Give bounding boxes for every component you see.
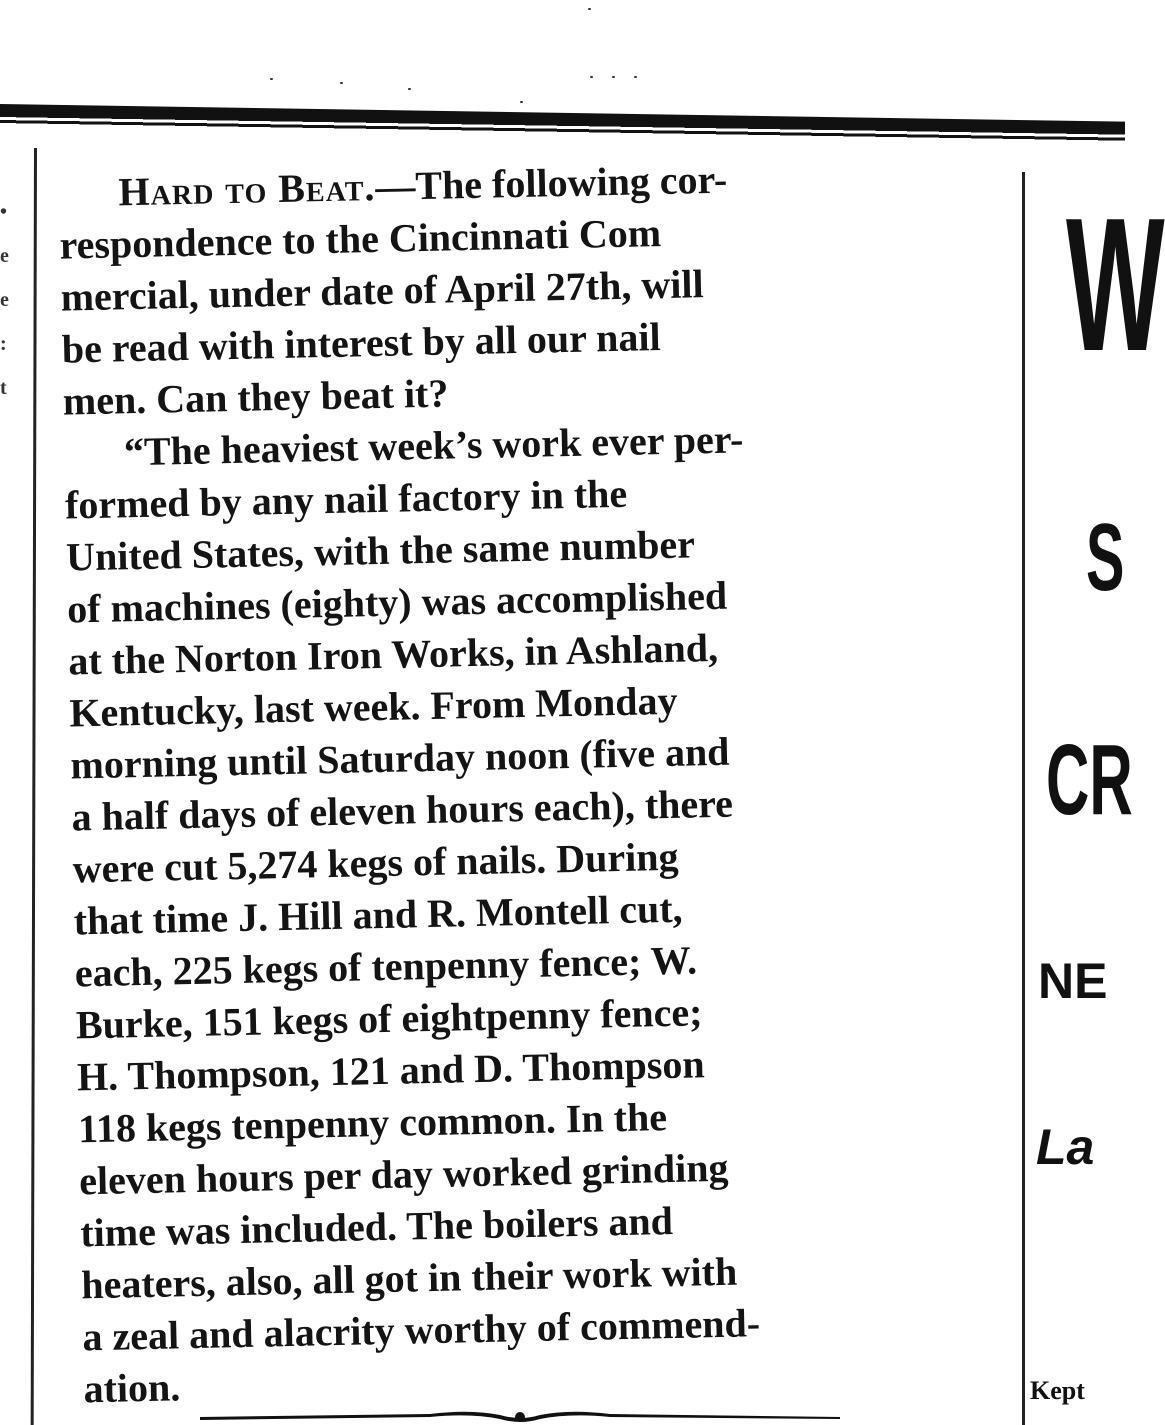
article-line: ation. (83, 1364, 181, 1412)
article-line: time was included. The boilers and (79, 1197, 674, 1256)
right-fragment: La (1036, 1119, 1095, 1175)
article-line: 118 kegs tenpenny common. In the (77, 1094, 668, 1152)
left-column-fragments (0, 190, 12, 550)
article-line: that time J. Hill and R. Montell cut, (73, 885, 683, 944)
article-line: each, 225 kegs of tenpenny fence; W. (74, 937, 698, 996)
article-line: were cut 5,274 kegs of nails. During (72, 833, 679, 892)
article-line-text: —The following cor- (374, 156, 728, 209)
left-column-rule (31, 148, 37, 1425)
article-line: men. Can they beat it? (62, 370, 449, 424)
article-line: heaters, also, all got in their work with (80, 1248, 738, 1308)
article-line: “The heaviest week’s work ever per- (123, 416, 744, 475)
left-fragment: • (0, 201, 8, 223)
right-fragment: CR (1046, 724, 1133, 836)
article-line: a zeal and alacrity worthy of commend- (82, 1300, 761, 1360)
article-line: United States, with the same number (65, 521, 696, 580)
article-headline: Hard to Beat. (118, 163, 376, 215)
right-fragment: W (1066, 179, 1165, 391)
article-line: H. Thompson, 121 and D. Thompson (76, 1041, 706, 1100)
print-speck (612, 76, 615, 78)
article-line: of machines (eighty) was accomplished (66, 572, 728, 632)
article-line: formed by any nail factory in the (64, 470, 628, 528)
left-fragment: : (0, 333, 7, 355)
article-line: morning until Saturday noon (five and (70, 728, 730, 788)
right-fragment: NE (1038, 953, 1108, 1009)
print-speck (590, 76, 593, 78)
left-fragment: e (0, 245, 9, 267)
header-double-rule (0, 104, 1125, 144)
article-line: respondence to the Cincinnati Com (59, 210, 662, 268)
article-line: Burke, 151 kegs of eightpenny fence; (75, 989, 703, 1048)
left-fragment: t (0, 377, 7, 399)
ornamental-divider (200, 1405, 840, 1425)
right-fragment: S (1086, 504, 1125, 611)
article-line: Kentucky, last week. From Monday (68, 677, 678, 736)
article-line: a half days of eleven hours each), there (71, 780, 734, 840)
print-speck (588, 8, 591, 10)
article-line: mercial, under date of April 27th, will (60, 261, 704, 320)
article-line: eleven hours per day worked grinding (78, 1144, 729, 1204)
print-speck (520, 101, 523, 103)
article-line: at the Norton Iron Works, in Ashland, (67, 624, 719, 684)
news-article (40, 148, 1026, 1416)
print-speck (270, 78, 273, 80)
article-line: be read with interest by all our nail (61, 314, 662, 372)
print-speck (408, 88, 411, 90)
right-column-fragments (1028, 170, 1165, 1425)
right-fragment: Kept (1030, 1376, 1085, 1405)
print-speck (340, 82, 343, 84)
left-fragment: e (0, 289, 9, 311)
print-speck (634, 76, 637, 78)
